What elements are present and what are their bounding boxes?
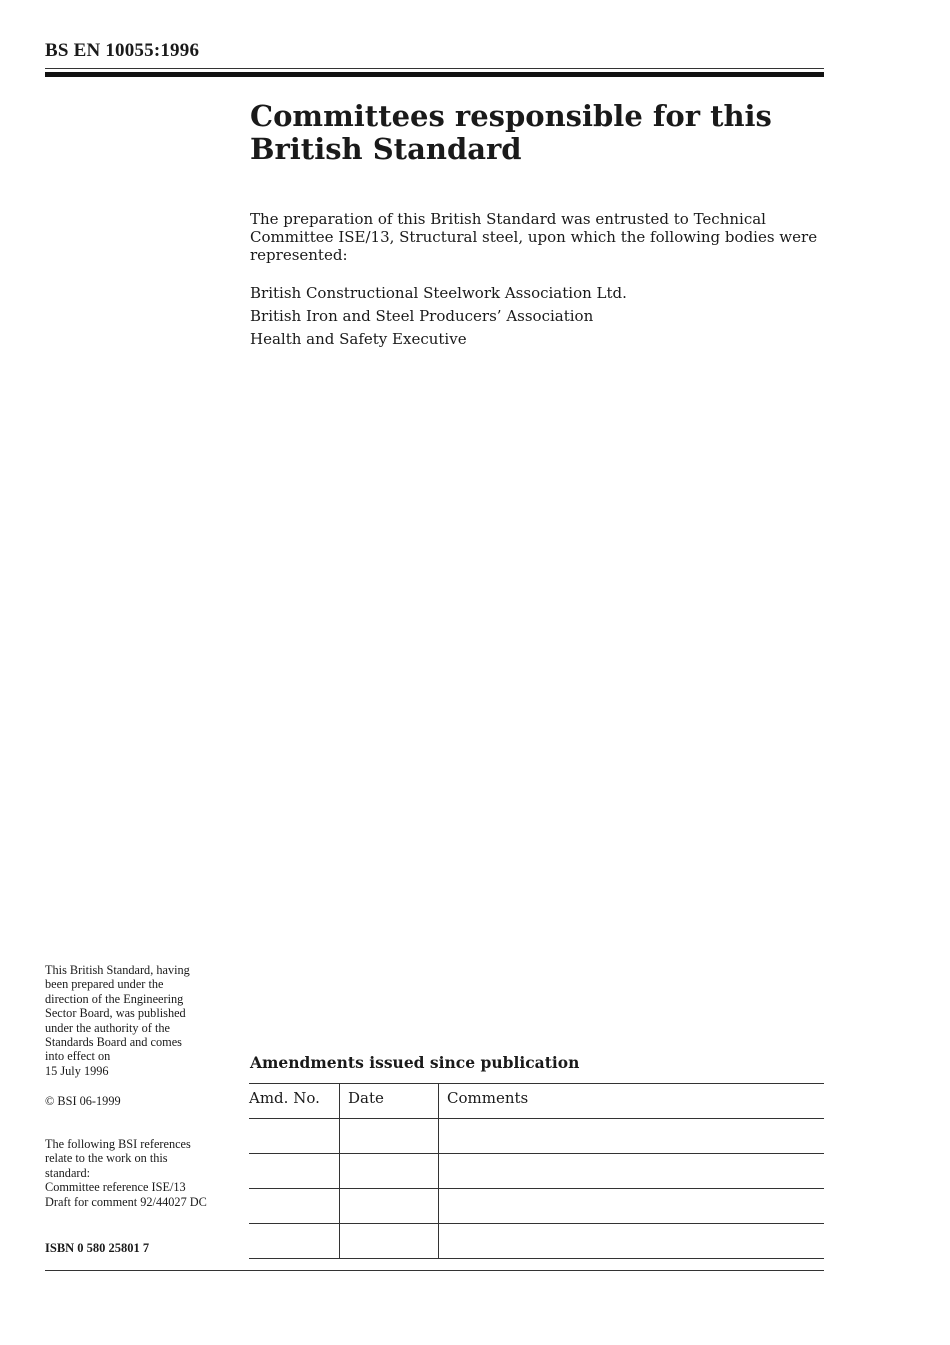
isbn: ISBN 0 580 25801 7	[45, 1241, 150, 1255]
table-cell	[340, 1224, 439, 1259]
publication-note-line: Sector Board, was published	[45, 1006, 186, 1021]
amendments-table	[249, 1083, 824, 1259]
copyright-note: © BSI 06-1999	[45, 1094, 121, 1108]
table-header-row	[249, 1084, 824, 1119]
publication-note-line: under the authority of the	[45, 1020, 170, 1035]
table-row	[249, 1224, 824, 1259]
intro-paragraph: The preparation of this British Standard was entrusted to Technical Committee ISE/13, Structural steel, upon which the following bodies were represented:	[250, 210, 818, 264]
list-item: British Constructional Steelwork Association Ltd.	[250, 284, 627, 302]
references-line: standard:	[45, 1165, 91, 1180]
header-rule-thin	[45, 68, 824, 69]
amendments-title: Amendments issued since publication	[250, 1053, 580, 1072]
represented-bodies-list	[250, 282, 627, 351]
publication-note	[45, 963, 235, 1078]
table-cell	[439, 1224, 825, 1259]
table-row	[249, 1189, 824, 1224]
references-line: relate to the work on this	[45, 1151, 168, 1166]
list-item: Health and Safety Executive	[250, 330, 467, 348]
page-title	[250, 100, 810, 166]
publication-date: 15 July 1996	[45, 1063, 109, 1078]
table-cell	[439, 1154, 825, 1189]
document-code: BS EN 10055:1996	[45, 40, 200, 61]
bsi-references	[45, 1137, 235, 1209]
table-cell	[249, 1189, 340, 1224]
publication-note-line: Standards Board and comes	[45, 1035, 182, 1050]
publication-note-line: direction of the Engineering	[45, 991, 184, 1006]
column-header-amd-no: Amd. No.	[249, 1084, 340, 1119]
publication-note-line: been prepared under the	[45, 977, 164, 992]
table-cell	[340, 1119, 439, 1154]
header-rule-thick	[45, 72, 824, 77]
table-row	[249, 1154, 824, 1189]
column-header-comments: Comments	[439, 1084, 825, 1119]
table-cell	[439, 1189, 825, 1224]
title-line-1: Committees responsible for this	[250, 99, 772, 133]
table-cell	[249, 1154, 340, 1189]
title-line-2: British Standard	[250, 132, 522, 166]
list-item: British Iron and Steel Producers’ Association	[250, 307, 594, 325]
table-cell	[249, 1119, 340, 1154]
references-line: The following BSI references	[45, 1137, 191, 1151]
table-row	[249, 1119, 824, 1154]
committee-reference: Committee reference ISE/13	[45, 1180, 186, 1195]
publication-note-line: This British Standard, having	[45, 963, 190, 977]
table-cell	[249, 1224, 340, 1259]
draft-reference: Draft for comment 92/44027 DC	[45, 1194, 207, 1209]
publication-note-line: into effect on	[45, 1049, 111, 1064]
column-header-date: Date	[340, 1084, 439, 1119]
table-cell	[340, 1154, 439, 1189]
table-cell	[340, 1189, 439, 1224]
footer-rule	[45, 1270, 824, 1271]
table-cell	[439, 1119, 825, 1154]
